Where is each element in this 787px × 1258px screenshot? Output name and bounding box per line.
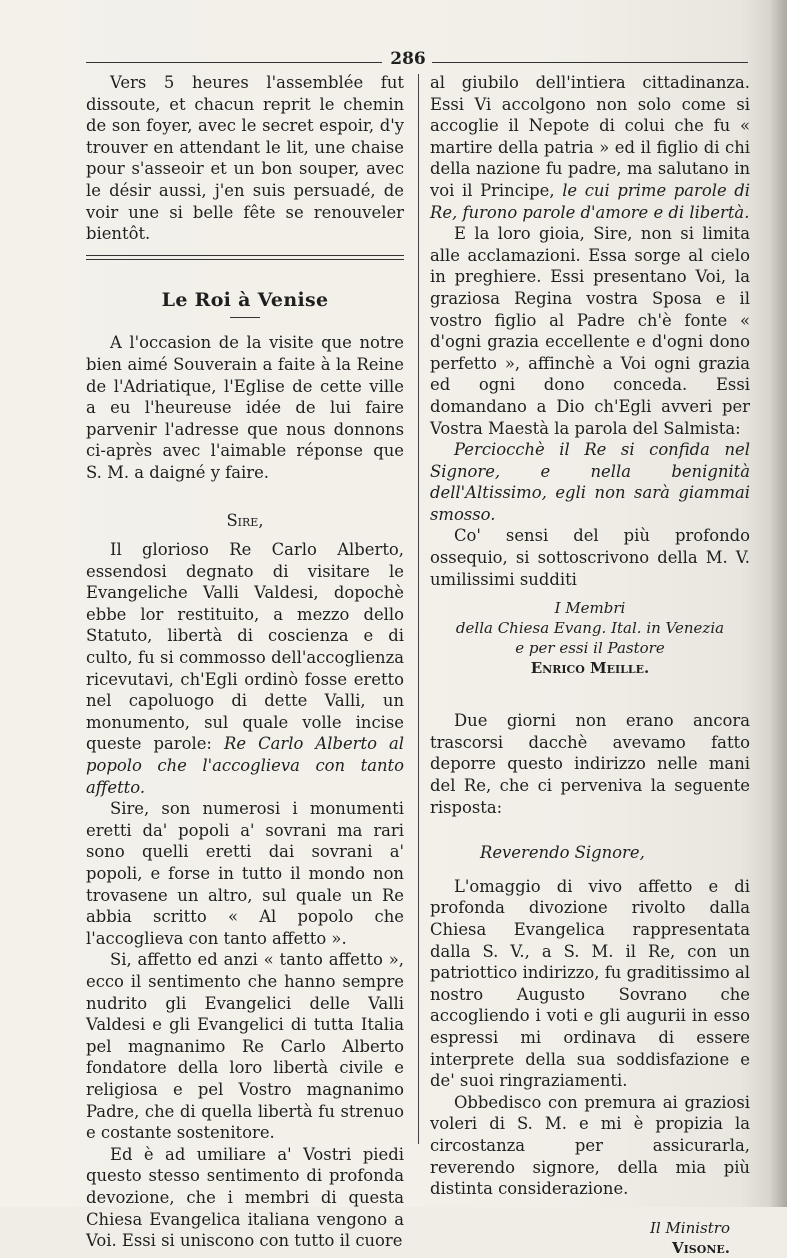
right-column [430, 72, 750, 1258]
page-number: 286 [390, 49, 426, 69]
address-closing: Co' sensi del più profondo ossequio, si sottoscrivono della M. V. umilissimi sudditi [430, 526, 750, 589]
address-signature [430, 598, 750, 678]
header-rule-left [86, 62, 382, 63]
minister-signature [430, 1218, 750, 1258]
address-paragraph-4: Ed è ad umiliare a' Vostri piedi questo stesso sentimento di profonda devozione, che i membri di questa Chiesa Evangelica italiana vengono a Voi. Essi si uniscono con tutto il cuore [86, 1144, 404, 1251]
signature-name: Enrico Meille. [530, 659, 650, 678]
prince-quote: le cui prime parole di Re, furono parole d'amore e di libertà. [430, 180, 751, 222]
minister-name: Visone. [672, 1238, 730, 1257]
address-paragraph-3: Si, affetto ed anzi « tanto affetto », ecco il sentimento che hanno sempre nudrito gli Evangelici delle Valli Valdesi e gli Evangelici di tutta Italia pel magnanimo Re Carlo Alberto fondatore della loro libertà civile e religiosa e pel Vostro magnanimo Padre, che di quella libertà fu strenuo e costante sostenitore. [86, 950, 404, 1143]
reply-paragraph-2: Obbedisco con premura ai graziosi voleri di S. M. e mi è propizia la circostanza per assicurarla, reverendo signore, della mia più distinta considerazione. [430, 1092, 750, 1199]
salutation: Sire, [226, 510, 264, 530]
address-paragraph-1-text: Il glorioso Re Carlo Alberto, essendosi degnato di visitare le Evangeliche Valli Valdesi, dopochè ebbe lor restituito, a mezzo dello Statuto, libertà di coscienza e di culto, fu si commosso dell'accoglienza ricevutavi, ch'Egli ordinò fosse eretto nel capoluogo di dette Valli, un monumento, sul quale volle incise queste parole: [86, 540, 404, 754]
reply-salutation: Reverendo Signore, [480, 843, 645, 863]
psalm-quote: Perciocchè il Re si confida nel Signore, e nella benignità dell'Altissimo, egli non sarà giammai smosso. [430, 440, 750, 524]
signature-line-3: e per essi il Pastore [515, 639, 665, 658]
address-paragraph-2: Sire, son numerosi i monumenti eretti da' popoli a' sovrani ma rari sono quelli eretti dai sovrani a' popoli, e forse in tutto il mondo non trovasene un altro, sul quale un Re abbia scritto « Al popolo che l'accoglieva con tanto affetto ». [86, 799, 404, 948]
address-paragraph-4-continued-text: al giubilo dell'intiera cittadinanza. Essi Vi accolgono non solo come si accoglie il Nepote di colui che fu « martire della patria » ed il figlio di chi della nazione fu padre, ma salutano in voi il Principe, [430, 73, 750, 200]
address-paragraph-5: E la loro gioia, Sire, non si limita alle acclamazioni. Essa sorge al cielo in preghiere. Essi presentano Voi, la graziosa Regina vostra Sposa e il vostro figlio al Padre ch'è fonte « d'ogni grazia eccellente e d'ogni dono perfetto », affinchè a Voi ogni grazia ed ogni dono conceda. Essi domandano a Dio ch'Egli avveri per Vostra Maestà la parola del Salmista: [430, 224, 750, 438]
minister-title: Il Ministro [649, 1218, 730, 1237]
intro-paragraph: Vers 5 heures l'assemblée fut dissoute, et chacun reprit le chemin de son foyer, avec le secret espoir, d'y trouver en attendant le lit, une chaise pour s'asseoir et un bon souper, avec le désir aussi, j'en suis persuadé, de voir une si belle fête se renouveler bientôt. [86, 73, 404, 244]
title-rule [230, 317, 260, 318]
header-rule-right [432, 62, 748, 63]
column-divider [418, 74, 419, 1144]
reply-paragraph-1: L'omaggio di vivo affetto e di profonda divozione rivolto dalla Chiesa Evangelica rappresentata dalla S. V., a S. M. il Re, con un patriottico indirizzo, fu graditissimo al nostro Augusto Sovrano che accogliendo i voti e gli augurii in esso espressi mi ordinava di essere interprete della sua soddisfazione e de' suoi ringraziamenti. [430, 876, 750, 1091]
article-title: Le Roi à Venise [161, 288, 329, 311]
left-column [86, 72, 404, 1252]
narrative-paragraph: Due giorni non erano ancora trascorsi dacchè avevamo fatto deporre questo indirizzo nelle mani del Re, che ci perveniva la seguente risposta: [430, 711, 750, 817]
signature-line-1: I Membri [554, 599, 626, 618]
signature-line-2: della Chiesa Evang. Ital. in Venezia [455, 619, 725, 638]
spacer [430, 678, 750, 710]
article-intro: A l'occasion de la visite que notre bien aimé Souverain a faite à la Reine de l'Adriatique, l'Eglise de cette ville a eu l'heureuse idée de lui faire parvenir l'adresse que nous donnons ci-après avec l'aimable réponse que S. M. a daigné y faire. [86, 333, 404, 482]
section-separator [86, 255, 404, 260]
address-paragraph-1 [86, 539, 404, 798]
monument-quote: Re Carlo Alberto al popolo che l'accoglieva con tanto affetto. [86, 734, 404, 797]
address-paragraph-4-continued [430, 72, 750, 223]
page-edge-shadow [769, 0, 787, 1207]
